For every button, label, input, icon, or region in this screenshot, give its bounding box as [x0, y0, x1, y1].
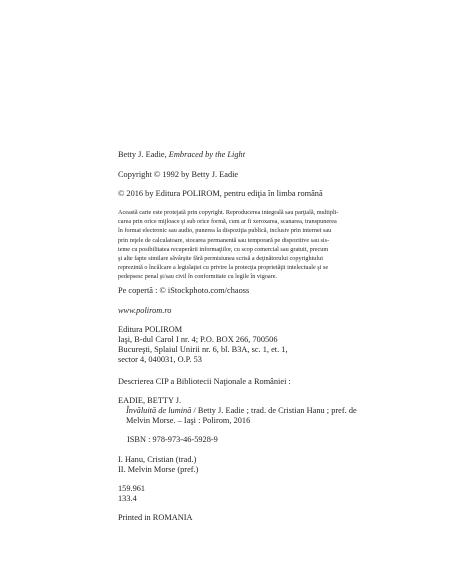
- classification-code: 133.4: [118, 494, 137, 503]
- publisher-block: [118, 325, 288, 365]
- legal-notice: [118, 208, 340, 282]
- isbn: ISBN : 978-973-46-5928-9: [127, 435, 218, 444]
- added-entry: I. Hanu, Cristian (trad.): [118, 455, 197, 464]
- original-edition-credit: [118, 150, 245, 160]
- legal-notice-line: teme cu posibilitatea recuperării informaţiilor, cu scop comercial sau gratuit, precum: [118, 245, 329, 253]
- cip-heading: Descrierea CIP a Bibliotecii Naţionale a României :: [118, 377, 291, 386]
- credit-author: Betty J. Eadie,: [118, 150, 169, 159]
- cip-entry-heading: EADIE, BETTY J.: [118, 396, 182, 405]
- legal-notice-line: în format electronic sau audio, punerea la dispoziţia publică, inclusiv prin internet sau: [118, 227, 332, 235]
- legal-notice-line: carea prin orice mijloace şi sub orice formă, cum ar fi xeroxarea, scanarea, transpunerea: [118, 218, 337, 226]
- classification-code: 159.961: [118, 484, 146, 493]
- publisher-website: www.polirom.ro: [118, 306, 172, 315]
- cip-entry-responsibility: / Betty J. Eadie ; trad. de Cristian Hanu ; pref. de: [191, 406, 357, 415]
- classification-codes: [118, 484, 145, 504]
- credit-original-title: Embraced by the Light: [168, 150, 246, 159]
- cip-entry: [118, 396, 357, 426]
- legal-notice-line: prin reţele de calculatoare, stocarea permanentă sau temporară pe dispozitive sau sis-: [118, 236, 330, 244]
- legal-notice-line: pedepsesc penal şi/sau civil în conformitate cu legile în vigoare.: [118, 273, 278, 281]
- original-copyright: Copyright © 1992 by Betty J. Eadie: [118, 170, 239, 179]
- added-entry: II. Melvin Morse (pref.): [118, 465, 199, 474]
- legal-notice-line: Această carte este protejată prin copyright. Reproducerea integrală sau parţială, multipli-: [118, 209, 339, 216]
- publisher-address-line: sector 4, 040031, O.P. 53: [118, 355, 202, 364]
- printed-in: Printed in ROMANIA: [118, 513, 193, 522]
- cover-credit: Pe copertă : © iStockphoto.com/chaoss: [118, 286, 250, 295]
- legal-notice-line: şi alte fapte similare săvârşite fără permisiunea scrisă a deţinătorului copyrightului: [118, 255, 323, 263]
- legal-notice-line: reprezintă o încălcare a legislaţiei cu privire la protecţia proprietăţii intelectuale şi se: [118, 264, 329, 272]
- publisher-address-line: Bucureşti, Splaiul Unirii nr. 6, bl. B3A, sc. 1, et. 1,: [118, 345, 288, 354]
- publisher-name: Editura POLIROM: [118, 325, 183, 334]
- cip-entry-continuation: Melvin Morse. – Iaşi : Polirom, 2016: [126, 416, 251, 425]
- romanian-edition-copyright: © 2016 by Editura POLIROM, pentru ediţia în limba română: [118, 189, 323, 198]
- publisher-address-line: Iaşi, B-dul Carol I nr. 4; P.O. BOX 266, 700506: [118, 335, 278, 344]
- cip-entry-description: [118, 406, 357, 416]
- added-entries: [118, 455, 198, 475]
- cip-entry-title: Învăluită de lumină: [126, 406, 192, 415]
